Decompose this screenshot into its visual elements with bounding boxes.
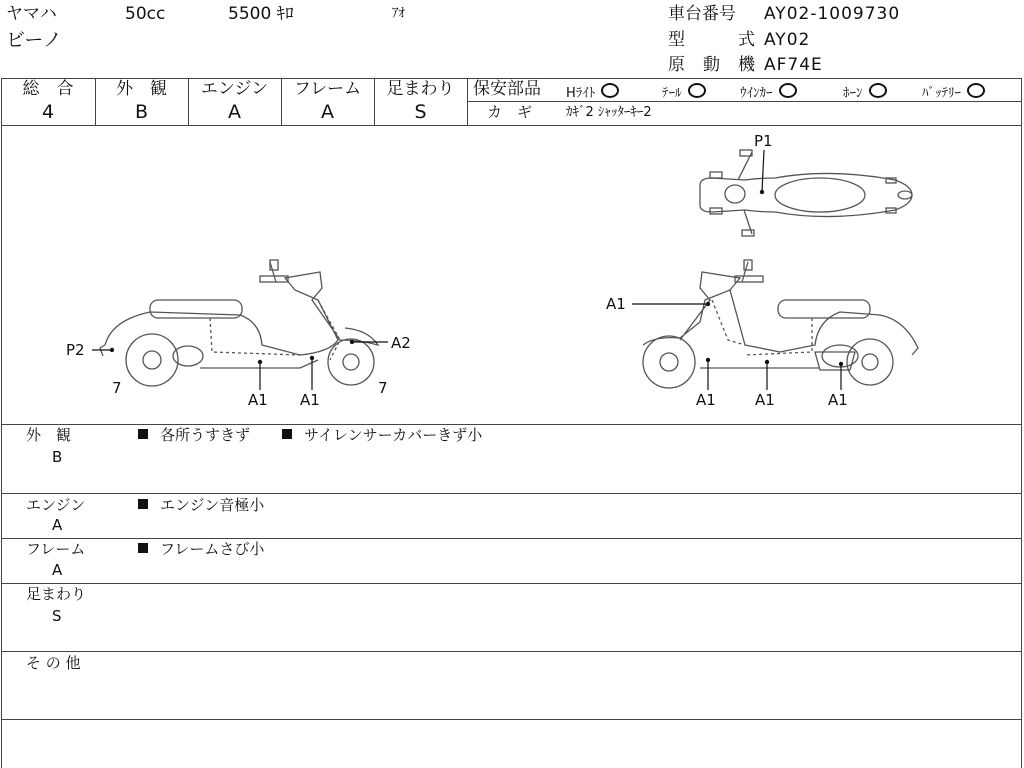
remark-note: サイレンサーカバーきず小	[282, 428, 482, 443]
scooter-left-view	[100, 260, 378, 386]
grade-engine-value: A	[228, 101, 241, 123]
scooter-right-view	[643, 260, 918, 388]
frame-left	[1, 78, 2, 768]
label-p1: P1	[754, 132, 773, 150]
remark-label: エンジン	[26, 496, 86, 514]
remark-label: そ の 他	[26, 654, 81, 672]
label-a1-muffler: A1	[828, 391, 848, 409]
engine-label-1: 原	[668, 55, 685, 75]
frame-right	[1021, 78, 1022, 768]
grade-overall-label: 総 合	[22, 79, 74, 99]
label-a1-right-body: A1	[755, 391, 775, 409]
remark-grade: A	[52, 561, 63, 579]
label-a1-seat: A1	[248, 391, 268, 409]
grade-frame-label: フレーム	[293, 79, 362, 99]
remark-label: 外 観	[26, 426, 72, 444]
scooter-top-view	[700, 150, 912, 236]
grade-bottom-line	[1, 125, 1022, 126]
diagram-bottom-line	[1, 424, 1022, 425]
engine-label-2: 動	[703, 55, 720, 75]
ok-circle-icon	[779, 83, 797, 98]
bullet-square-icon	[138, 499, 148, 509]
safety-item-tail: ﾃｰﾙ	[662, 83, 706, 100]
label-a1-right-floor: A1	[696, 391, 716, 409]
remark-label: 足まわり	[26, 585, 87, 603]
remark-grade: S	[52, 607, 62, 625]
bullet-square-icon	[138, 429, 148, 439]
safety-item-horn: ﾎｰﾝ	[843, 83, 887, 100]
grade-suspension-label: 足まわり	[386, 79, 455, 99]
safety-item-battery: ﾊﾞｯﾃﾘｰ	[922, 83, 985, 100]
label-p2: P2	[66, 341, 85, 359]
bullet-square-icon	[282, 429, 292, 439]
remark-note: フレームさび小	[138, 542, 264, 557]
key-value: ｶｷﾞ2 ｼｬｯﾀｰｷｰ2	[566, 105, 652, 120]
remark-label: フレーム	[26, 540, 86, 558]
grade-frame-value: A	[321, 101, 334, 123]
engine-label-3: 機	[738, 55, 755, 75]
safety-mid-line	[467, 101, 1022, 102]
engine-value: AF74E	[764, 55, 823, 75]
displacement: 50cc	[125, 4, 166, 24]
maker: ヤマハ	[6, 4, 57, 24]
mileage: 5500 ｷﾛ	[228, 4, 294, 24]
frame-no-label: 車台番号	[668, 4, 736, 24]
safety-item-headlight: Hﾗｲﾄ	[566, 83, 619, 100]
bullet-square-icon	[138, 543, 148, 553]
remark-grade: B	[52, 448, 63, 466]
ok-circle-icon	[601, 83, 619, 98]
frame-no: AY02-1009730	[764, 4, 901, 24]
label-7-rear: 7	[112, 379, 122, 397]
safety-item-winker: ｳｲﾝｶｰ	[740, 83, 797, 100]
ok-circle-icon	[869, 83, 887, 98]
grade-exterior-label: 外 観	[116, 79, 167, 99]
type-value: AY02	[764, 30, 811, 50]
key-label: カ ギ	[487, 103, 533, 121]
remark-grade: A	[52, 516, 63, 534]
grade-engine-label: エンジン	[200, 79, 269, 99]
grade-suspension-value: S	[414, 101, 427, 123]
type-label-1: 型	[668, 30, 685, 50]
label-a1-floor: A1	[300, 391, 320, 409]
remark-note: エンジン音極小	[138, 498, 264, 513]
label-a2: A2	[391, 334, 411, 352]
label-7-front: 7	[378, 379, 388, 397]
grade-overall-value: 4	[41, 101, 55, 123]
safety-label: 保安部品	[473, 79, 541, 99]
label-a1-front-cover: A1	[606, 295, 626, 313]
ok-circle-icon	[967, 83, 985, 98]
grade-exterior-value: B	[134, 101, 149, 123]
model-name: ビーノ	[6, 29, 62, 51]
type-label-2: 式	[738, 30, 755, 50]
ok-circle-icon	[688, 83, 706, 98]
color: ｱｵ	[392, 6, 405, 21]
remark-note: 各所うすきず	[138, 428, 250, 443]
